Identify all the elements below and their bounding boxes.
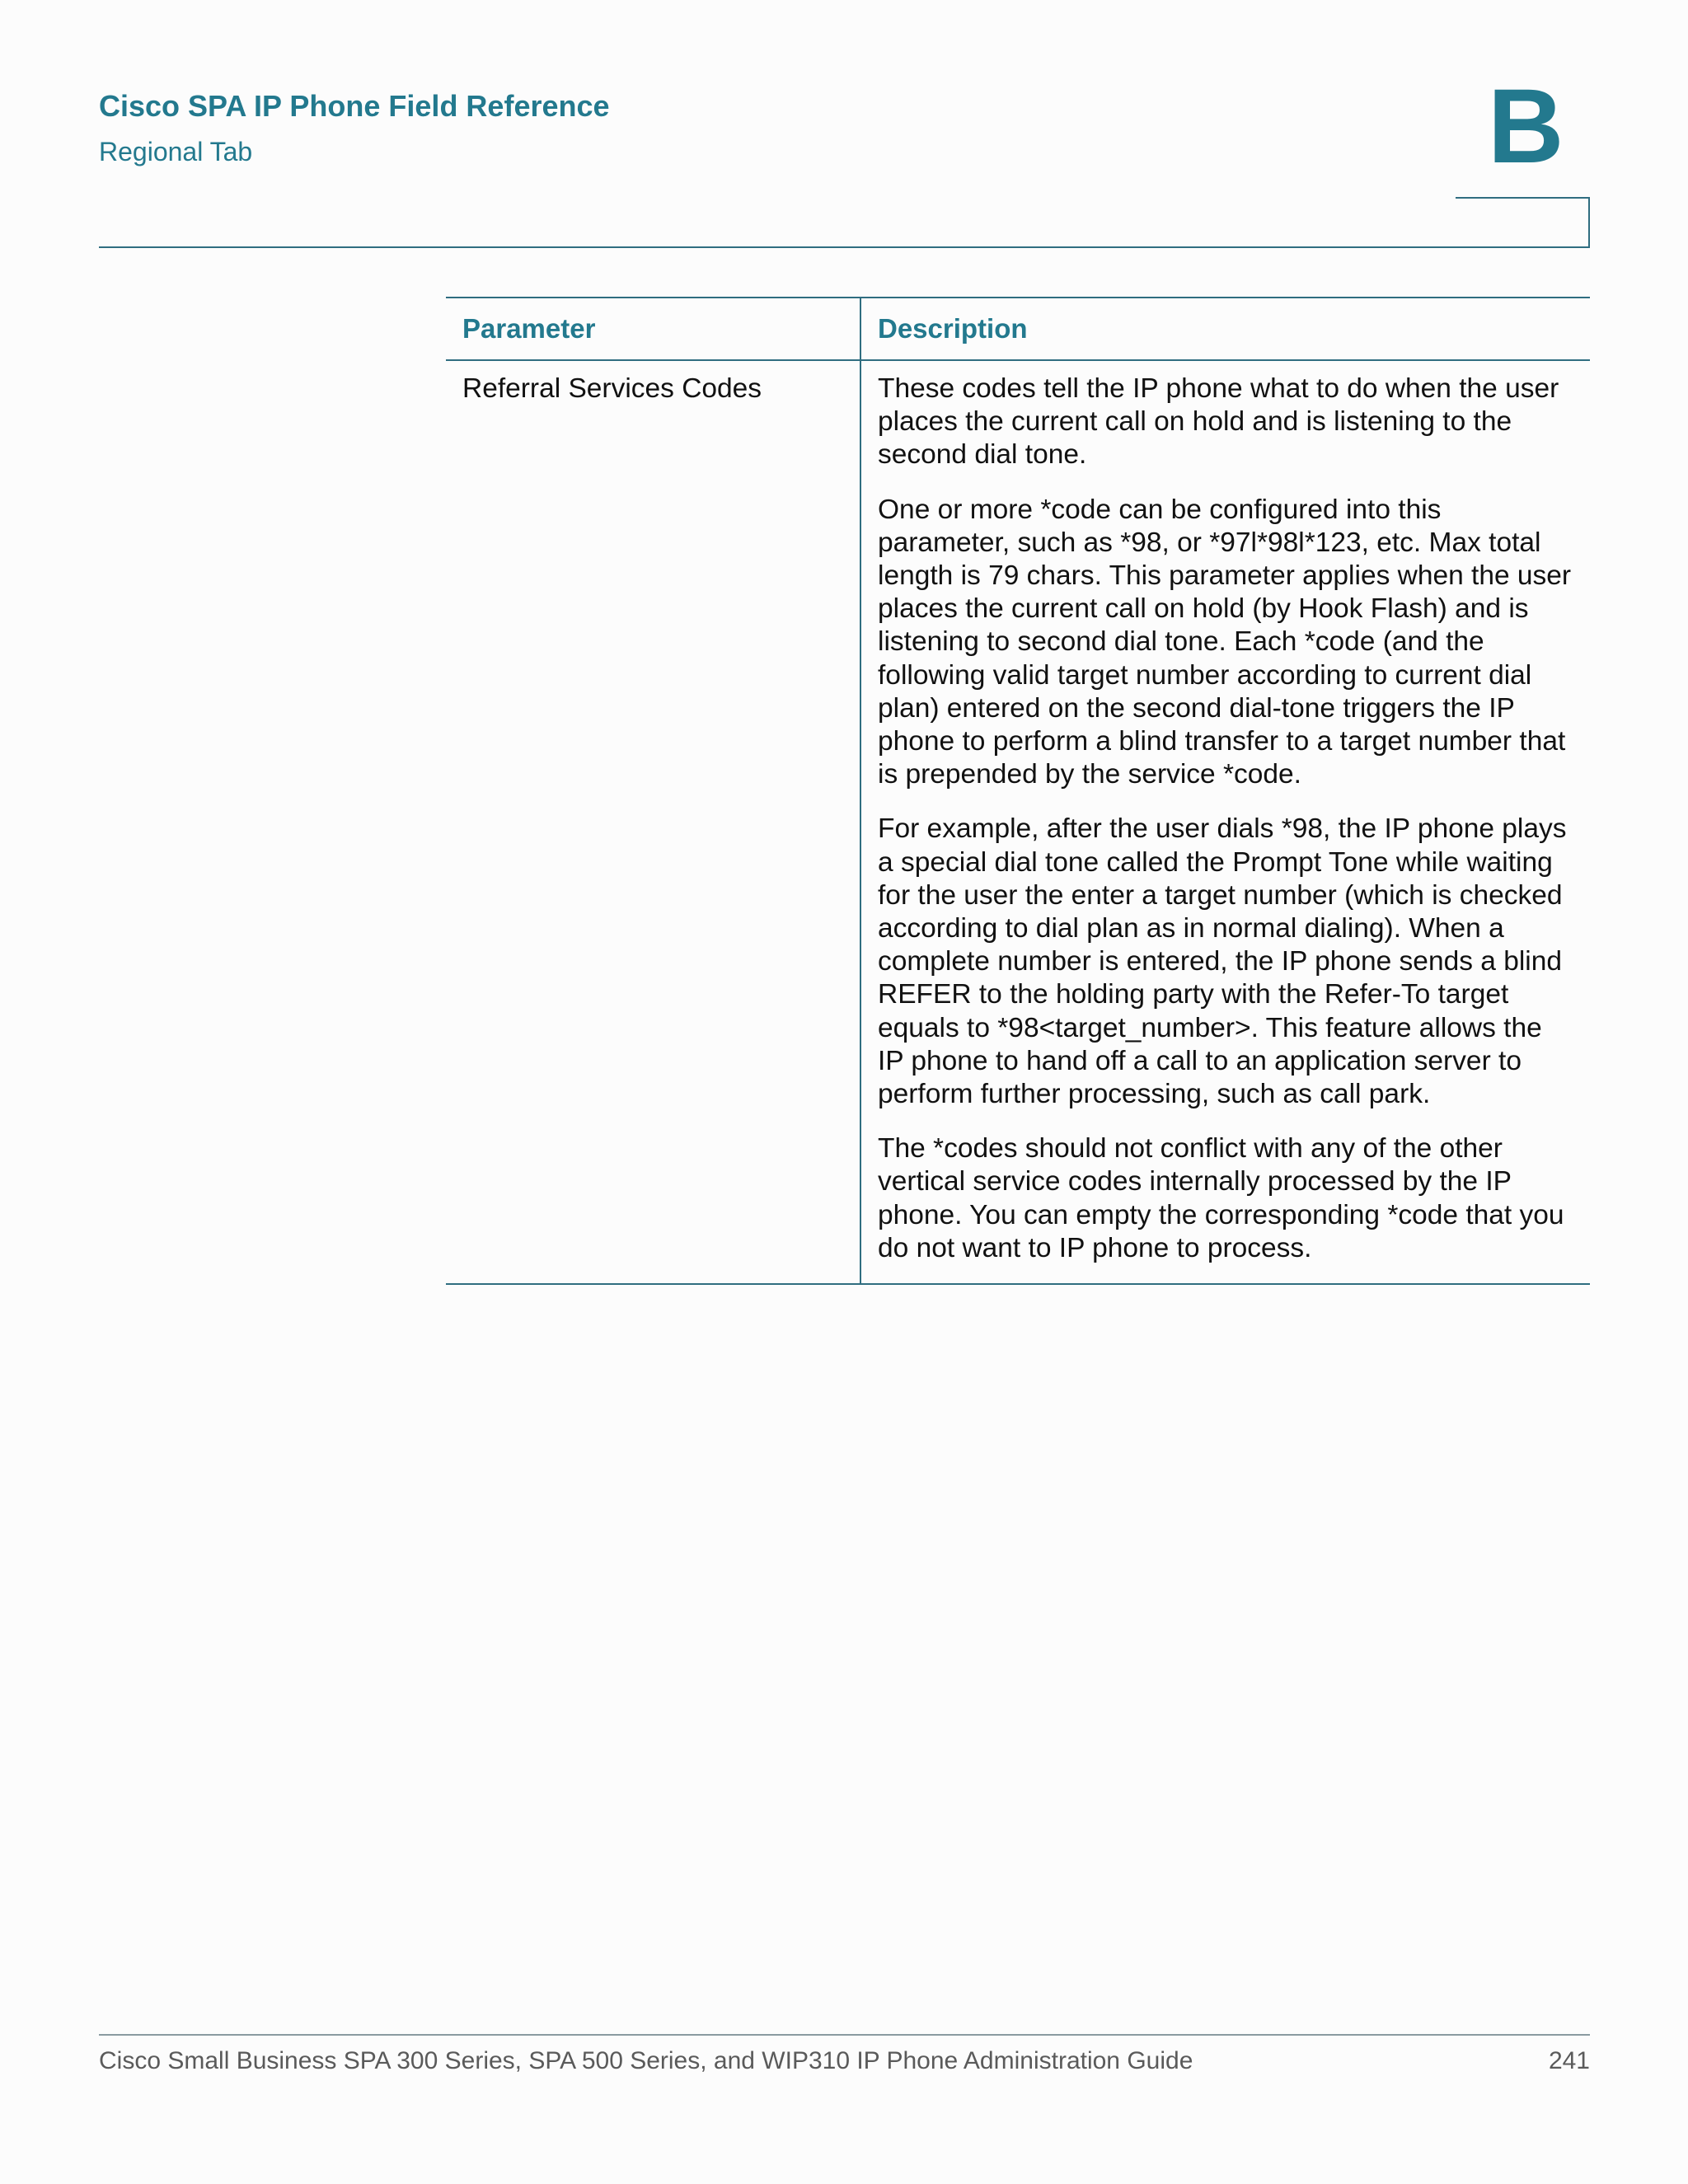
appendix-box-right-border — [1588, 197, 1590, 248]
field-reference-table — [446, 297, 1590, 1285]
appendix-letter: B — [1488, 68, 1564, 185]
footer-divider — [99, 2034, 1590, 2036]
description-paragraph: One or more *code can be configured into this parameter, such as *98, or *97l*98l*123, etc. Max total length is 79 chars. This parameter applies when the user places the current call on hold (by Hook Flash) and is listening to second dial tone. Each *code (and the following valid target number according to current dial plan) entered on the second dial-tone triggers the IP phone to perform a blind transfer to a target number that is prepended by the service *code. — [878, 494, 1572, 790]
parameter-cell: Referral Services Codes — [446, 360, 860, 1284]
column-header-description: Description — [860, 298, 1590, 360]
footer-guide-title: Cisco Small Business SPA 300 Series, SPA 500 Series, and WIP310 IP Phone Administration Guide — [99, 2047, 1193, 2074]
table-header-row — [446, 298, 1590, 360]
section-subtitle: Regional Tab — [99, 137, 253, 166]
appendix-box-top-border — [1456, 197, 1590, 199]
description-cell — [860, 360, 1590, 1284]
description-paragraph: For example, after the user dials *98, the IP phone plays a special dial tone called the Prompt Tone while waiting for the user the enter a target number (which is checked according to dial plan as in normal dialing). When a complete number is entered, the IP phone sends a blind REFER to the holding party with the Refer-To target equals to *98<target_number>. This feature allows the IP phone to hand off a call to an application server to perform further processing, such as call park. — [878, 813, 1567, 1110]
description-paragraph: These codes tell the IP phone what to do when the user places the current call on hold and is listening to the second dial tone. — [878, 373, 1559, 471]
table-row — [446, 360, 1590, 1284]
header-divider — [99, 246, 1590, 248]
page-number: 241 — [1548, 2047, 1590, 2074]
document-title: Cisco SPA IP Phone Field Reference — [99, 89, 610, 123]
description-paragraph: The *codes should not conflict with any of the other vertical service codes internally processed by the IP phone. You can empty the corresponding *code that you do not want to IP phone to process. — [878, 1133, 1564, 1263]
column-header-parameter: Parameter — [446, 298, 860, 360]
